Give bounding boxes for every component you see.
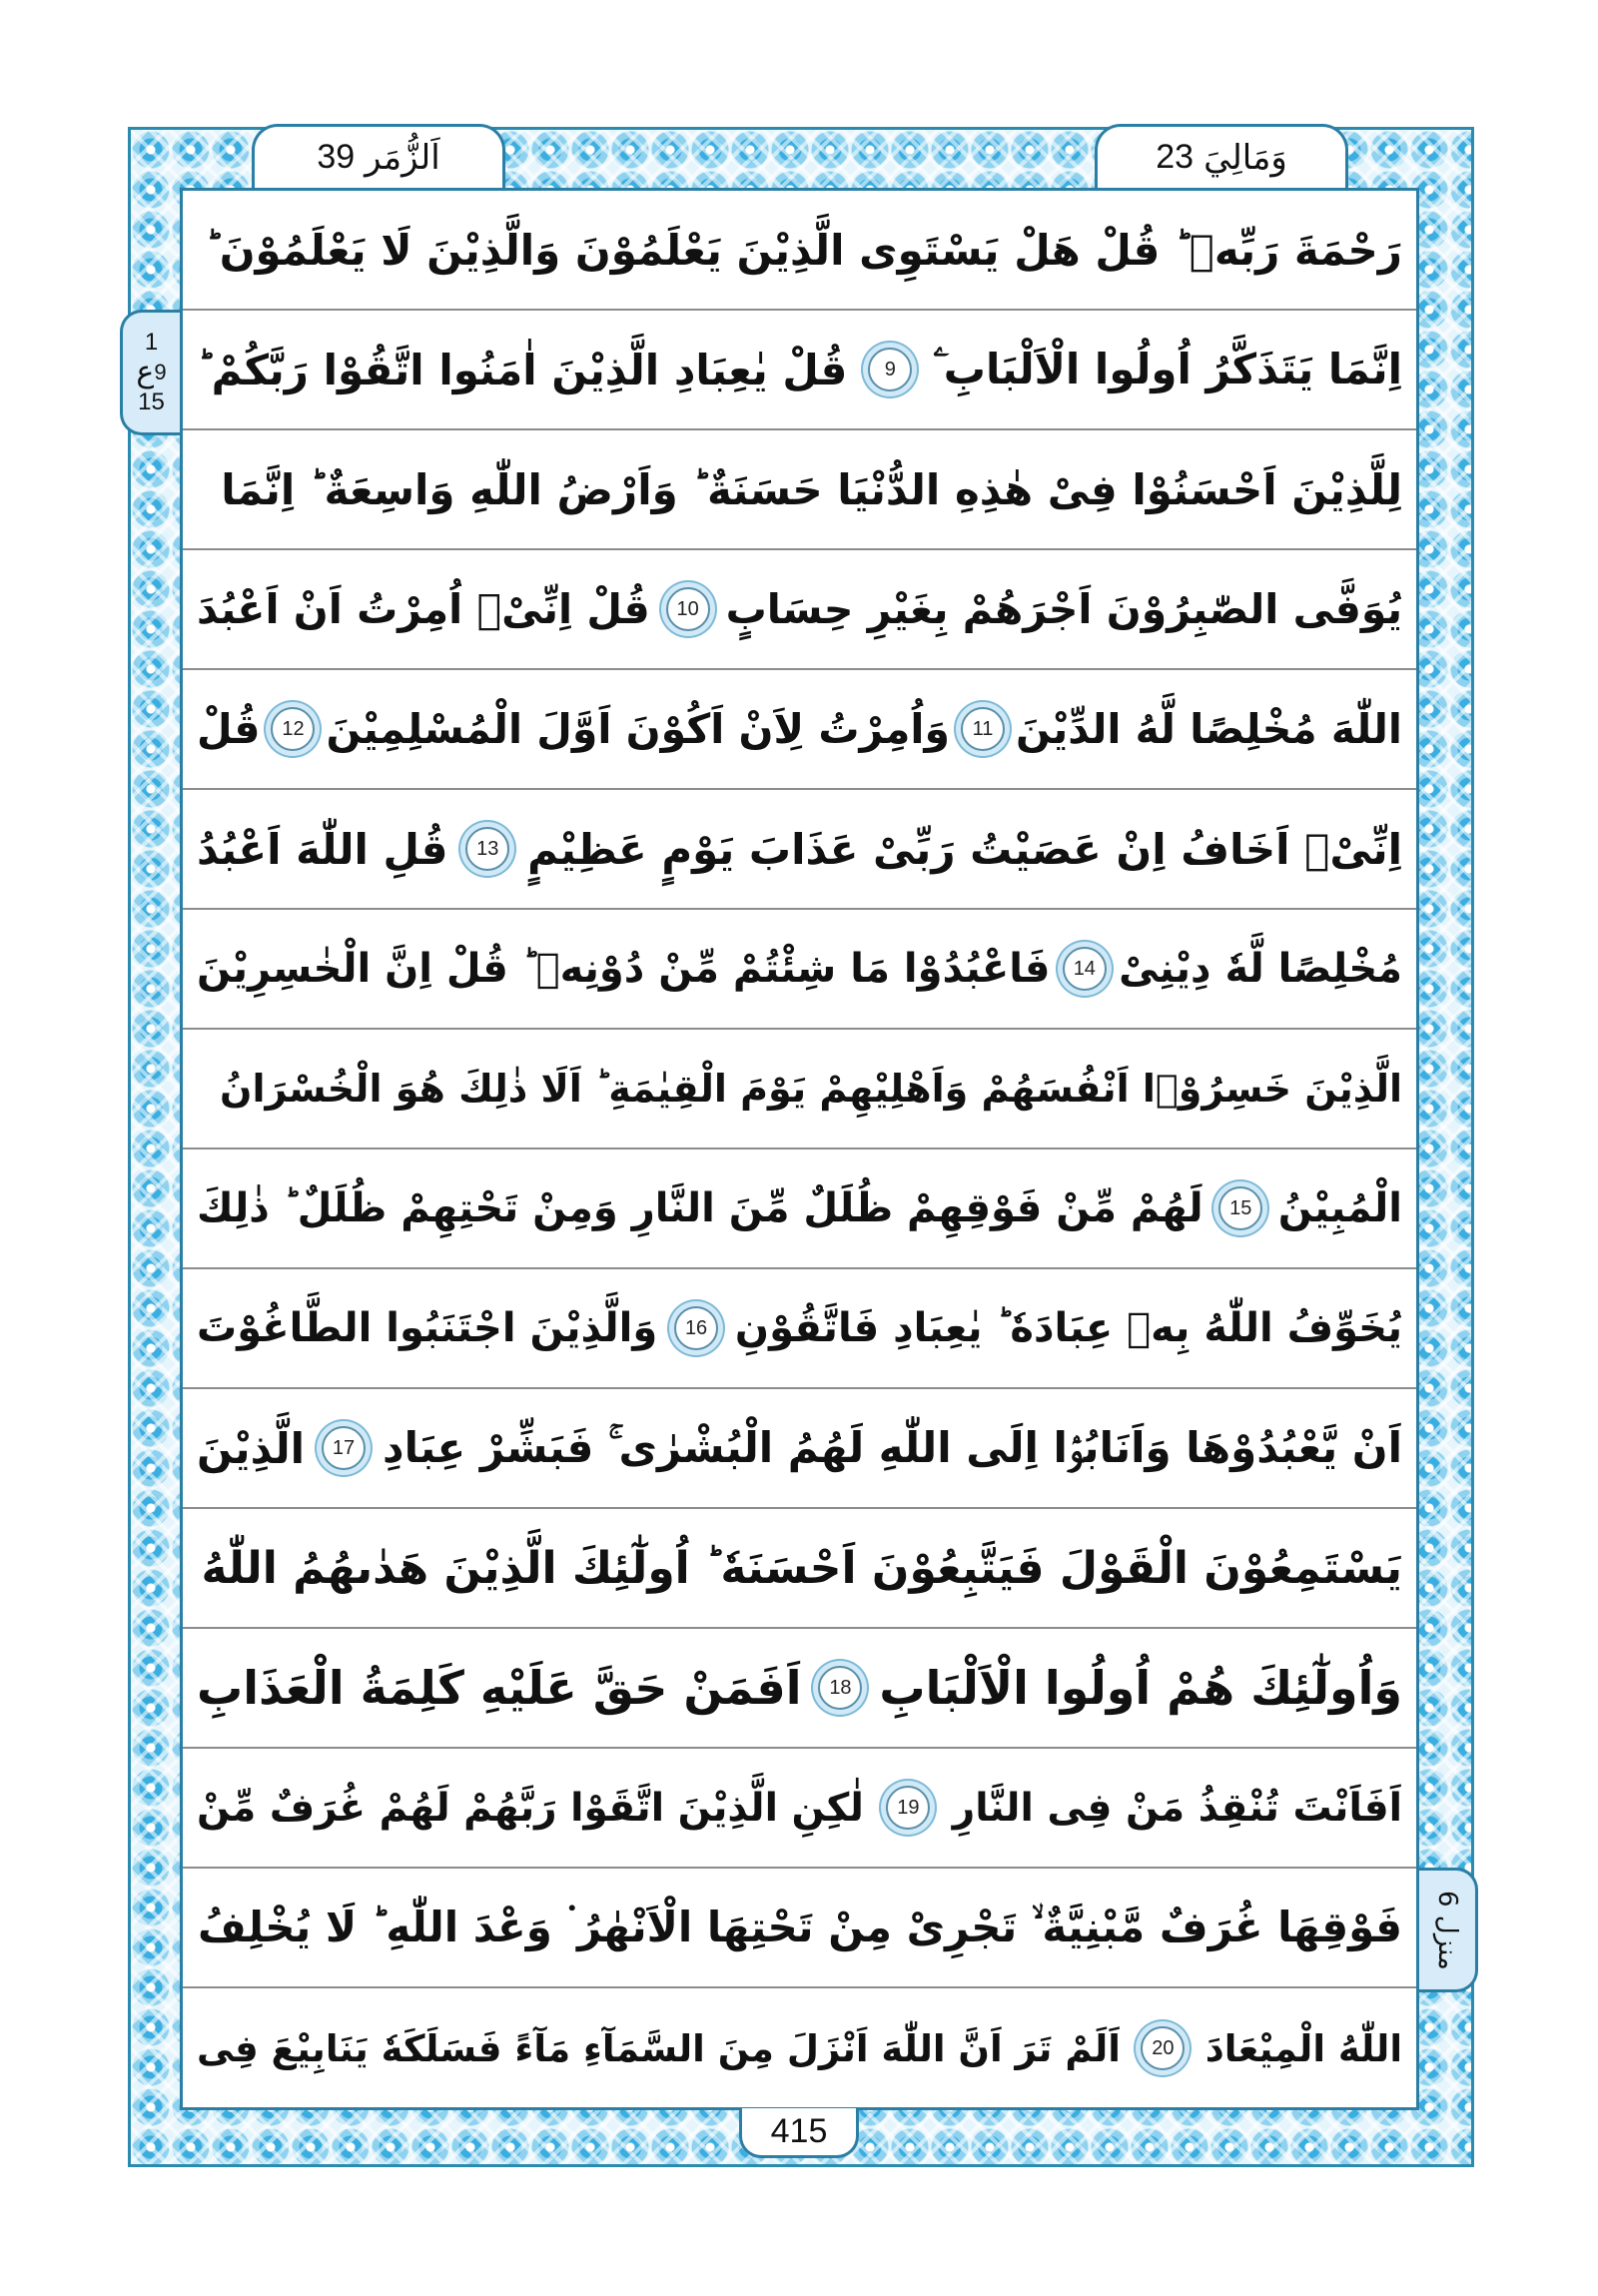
text-line bbox=[183, 1030, 1416, 1149]
ayah-number-marker: 12 bbox=[271, 707, 315, 751]
text-line bbox=[183, 550, 1416, 670]
verse-text: لِلَّذِيْنَ اَحْسَنُوْا فِىْ هٰذِهِ الدُّنْيَا حَسَنَةٌ ؕ وَاَرْضُ اللّٰهِ وَاسِعَةٌ ؕ اِنَّمَا bbox=[221, 464, 1402, 514]
verse-text: يَسْتَمِعُوْنَ الْقَوْلَ فَيَتَّبِعُوْنَ اَحْسَنَهٗ ؕ اُولٰٓئِكَ الَّذِيْنَ هَدٰىهُمُ اللّٰهُ bbox=[201, 1542, 1402, 1594]
text-line bbox=[183, 790, 1416, 910]
verse-text: الَّذِيْنَ bbox=[197, 1423, 306, 1473]
ruku-bottom-number: 15 bbox=[138, 388, 165, 415]
page-number: 415 bbox=[739, 2108, 859, 2158]
verse-text: فَاعْبُدُوْا مَا شِئْتُمْ مِّنْ دُوْنِهٖ ؕ قُلْ اِنَّ الْخٰسِرِيْنَ bbox=[197, 946, 1051, 992]
ayah-number-marker: 13 bbox=[465, 827, 509, 871]
ayah-number-marker: 14 bbox=[1063, 947, 1107, 991]
verse-text: وَالَّذِيْنَ اجْتَنَبُوا الطَّاغُوْتَ bbox=[197, 1305, 658, 1351]
verse-text: اللّٰهَ مُخْلِصًا لَّهُ الدِّيْنَ bbox=[1015, 705, 1402, 753]
verse-text: قُلْ bbox=[197, 705, 261, 753]
verse-text: مُخْلِصًا لَّهٗ دِيْنِىْ bbox=[1119, 946, 1402, 992]
verse-text: اَنْ يَّعْبُدُوْهَا وَاَنَابُوْۤا اِلَى اللّٰهِ لَهُمُ الْبُشْرٰى ۚ فَبَشِّرْ عِبَادِ bbox=[383, 1423, 1402, 1472]
text-line bbox=[183, 910, 1416, 1030]
para-number: 23 bbox=[1156, 138, 1195, 176]
ayah-number-marker: 11 bbox=[961, 707, 1005, 751]
ayah-number-marker: 9 bbox=[868, 348, 912, 391]
verse-text: قُلْ اِنِّىْۤ اُمِرْتُ اَنْ اَعْبُدَ bbox=[197, 585, 650, 633]
manzil-label: منزل 6 bbox=[1432, 1890, 1462, 1970]
surah-header bbox=[252, 124, 505, 188]
text-line bbox=[183, 311, 1416, 430]
verse-text: يُخَوِّفُ اللّٰهُ بِهٖ عِبَادَهٗ ؕ يٰعِبَادِ فَاتَّقُوْنِ bbox=[734, 1305, 1402, 1351]
manzil-marker bbox=[1419, 1868, 1478, 1992]
verse-text: يُوَفَّى الصّٰبِرُوْنَ اَجْرَهُمْ بِغَيْرِ حِسَابٍ bbox=[725, 585, 1402, 633]
verse-text: اللّٰهُ الْمِيْعَادَ bbox=[1204, 2026, 1402, 2070]
verse-text: اِنَّمَا يَتَذَكَّرُ اُولُوا الْاَلْبَابِ ۧ bbox=[933, 345, 1402, 393]
text-line bbox=[183, 430, 1416, 550]
text-line bbox=[183, 1988, 1416, 2108]
verse-text: وَاُولٰٓئِكَ هُمْ اُولُوا الْاَلْبَابِ bbox=[879, 1661, 1402, 1715]
text-line bbox=[183, 1749, 1416, 1869]
text-line bbox=[183, 191, 1416, 311]
text-line bbox=[183, 1149, 1416, 1269]
ruku-ain-icon: ع bbox=[136, 355, 155, 389]
ayah-number-marker: 15 bbox=[1218, 1186, 1262, 1230]
surah-name: اَلزُّمَر bbox=[365, 137, 440, 178]
para-header bbox=[1095, 124, 1348, 188]
quran-text-box bbox=[180, 188, 1419, 2110]
text-line bbox=[183, 1269, 1416, 1389]
verse-text: الَّذِيْنَ خَسِرُوْۤا اَنْفُسَهُمْ وَاَهْلِيْهِمْ يَوْمَ الْقِيٰمَةِ ؕ اَلَا ذٰلِكَ هُوَ الْخُسْرَانُ bbox=[220, 1067, 1402, 1111]
verse-text: اِنِّىْۤ اَخَافُ اِنْ عَصَيْتُ رَبِّىْ عَذَابَ يَوْمٍ عَظِيْمٍ bbox=[527, 824, 1402, 874]
ayah-number-marker: 18 bbox=[818, 1666, 862, 1710]
ruku-marker bbox=[120, 310, 180, 435]
verse-text: رَحْمَةَ رَبِّهٖ ؕ قُلْ هَلْ يَسْتَوِى الَّذِيْنَ يَعْلَمُوْنَ وَالَّذِيْنَ لَا يَعْلَمُوْنَ ؕ bbox=[205, 225, 1402, 275]
verse-text: لَهُمْ مِّنْ فَوْقِهِمْ ظُلَلٌ مِّنَ النَّارِ وَمِنْ تَحْتِهِمْ ظُلَلٌ ؕ ذٰلِكَ bbox=[197, 1185, 1203, 1231]
verse-text: اَفَمَنْ حَقَّ عَلَيْهِ كَلِمَةُ الْعَذَابِ bbox=[197, 1661, 802, 1715]
ayah-number-marker: 16 bbox=[674, 1306, 718, 1350]
text-line bbox=[183, 1389, 1416, 1509]
verse-text: فَوْقِهَا غُرَفٌ مَّبْنِيَّةٌ ۙ تَجْرِىْ مِنْ تَحْتِهَا الْاَنْهٰرُ ۬ وَعْدَ اللّٰهِ ؕ لَا يُخْلِفُ bbox=[198, 1903, 1402, 1951]
surah-number: 39 bbox=[317, 138, 356, 176]
verse-text: اَفَاَنْتَ تُنْقِذُ مَنْ فِى النَّارِ bbox=[952, 1785, 1402, 1831]
ayah-number-marker: 19 bbox=[886, 1786, 930, 1830]
text-line bbox=[183, 1629, 1416, 1749]
para-name: وَمَالِيَ bbox=[1203, 137, 1287, 178]
ruku-top-number: 1 bbox=[144, 329, 159, 356]
verse-text: لٰكِنِ الَّذِيْنَ اتَّقَوْا رَبَّهُمْ لَهُمْ غُرَفٌ مِّنْ bbox=[197, 1785, 864, 1831]
text-line bbox=[183, 670, 1416, 790]
verse-text: الْمُبِيْنُ bbox=[1277, 1185, 1402, 1231]
verse-text: قُلِ اللّٰهَ اَعْبُدُ bbox=[197, 824, 448, 874]
text-line bbox=[183, 1509, 1416, 1629]
verse-text: اَلَمْ تَرَ اَنَّ اللّٰهَ اَنْزَلَ مِنَ السَّمَآءِ مَآءً فَسَلَكَهٗ يَنَابِيْعَ فِى bbox=[197, 2026, 1121, 2070]
verse-text: وَاُمِرْتُ لِاَنْ اَكُوْنَ اَوَّلَ الْمُسْلِمِيْنَ bbox=[326, 705, 950, 753]
verse-text: قُلْ يٰعِبَادِ الَّذِيْنَ اٰمَنُوا اتَّقُوْا رَبَّكُمْ ؕ bbox=[197, 345, 848, 394]
text-line bbox=[183, 1869, 1416, 1988]
ayah-number-marker: 17 bbox=[322, 1426, 366, 1470]
ruku-middle-number: 9 bbox=[154, 360, 167, 384]
ayah-number-marker: 20 bbox=[1141, 2026, 1185, 2070]
ayah-number-marker: 10 bbox=[666, 587, 710, 631]
